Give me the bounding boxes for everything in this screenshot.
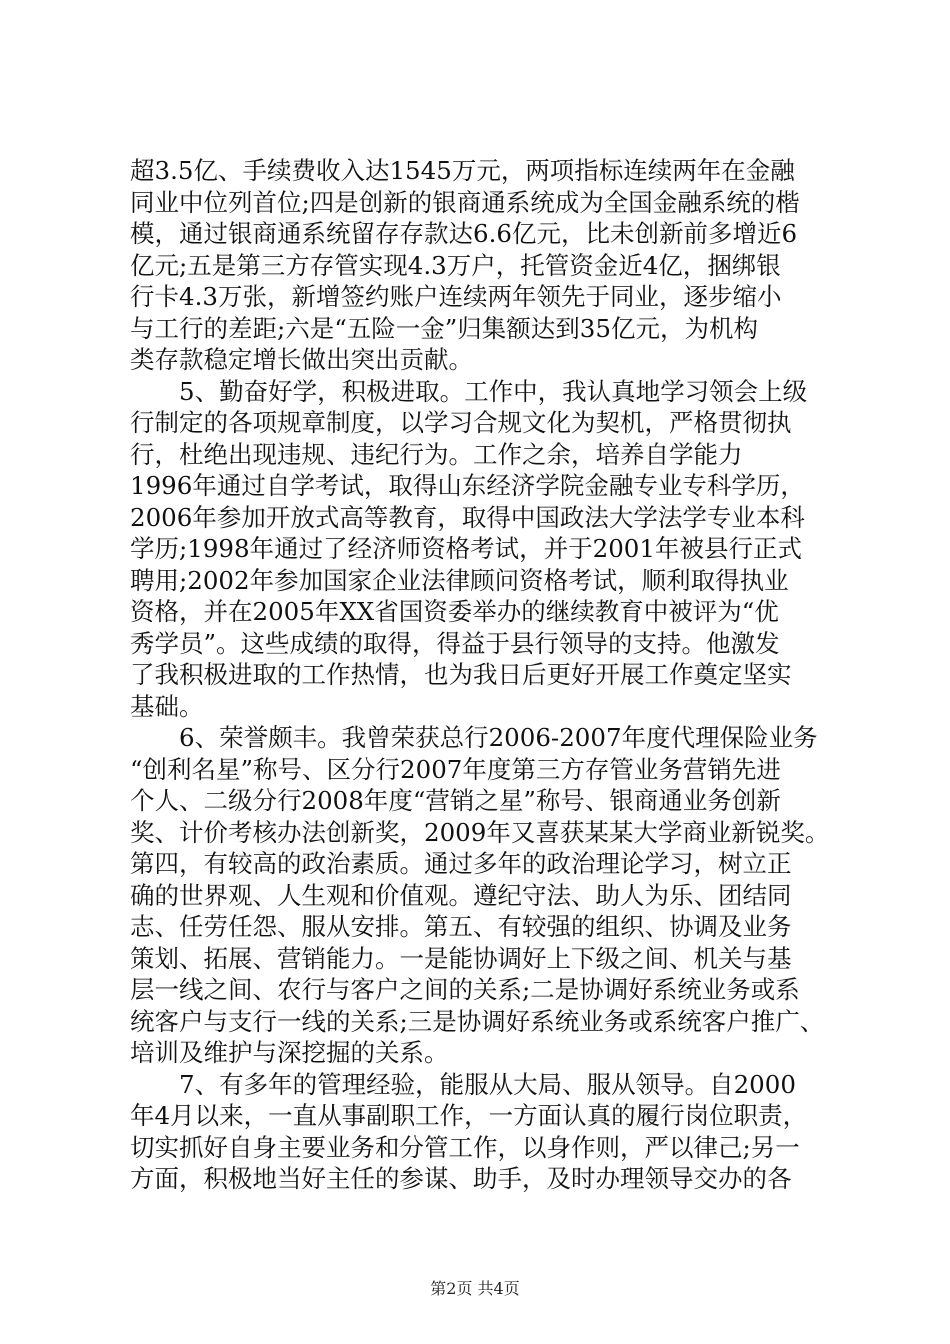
text-line: 年4月以来，一直从事副职工作，一方面认真的履行岗位职责， xyxy=(130,1101,808,1130)
text-line: 个人、二级分行2008年度“营销之星”称号、银商通业务创新 xyxy=(130,786,781,815)
text-line: 基础。 xyxy=(130,691,204,721)
text-line: 层一线之间、农行与客户之间的关系;二是协调好系统业务或系 xyxy=(130,975,800,1004)
page-number-footer: 第2页 共4页 xyxy=(430,1279,520,1298)
text-line: 亿元;五是第三方存管实现4.3万户，托管资金近4亿，捆绑银 xyxy=(130,250,781,280)
text-line: 学历;1998年通过了经济师资格考试，并于2001年被县行正式 xyxy=(130,534,802,563)
text-line: 行，杜绝出现违规、违纪行为。工作之余，培养自学能力 xyxy=(130,439,743,469)
text-line: 6、荣誉颇丰。我曾荣获总行2006-2007年度代理保险业务 xyxy=(130,723,818,752)
text-line: 7、有多年的管理经验，能服从大局、服从领导。自2000 xyxy=(130,1069,796,1099)
body-text xyxy=(130,155,830,1195)
text-line: 方面，积极地当好主任的参谋、助手，及时办理领导交办的各 xyxy=(130,1164,792,1193)
text-line: 5、勤奋好学，积极进取。工作中，我认真地学习领会上级 xyxy=(130,376,808,406)
text-line: 行卡4.3万张，新增签约账户连续两年领先于同业，逐步缩小 xyxy=(130,282,782,311)
text-line: 切实抓好自身主要业务和分管工作，以身作则，严以律己;另一 xyxy=(130,1132,800,1162)
text-line: 了我积极进取的工作热情，也为我日后更好开展工作奠定坚实 xyxy=(130,660,792,689)
text-line: 聘用;2002年参加国家企业法律顾问资格考试，顺利取得执业 xyxy=(130,565,789,595)
text-line: 奖、计价考核办法创新奖，2009年又喜获某某大学商业新锐奖。 xyxy=(130,817,830,847)
text-line: 类存款稳定增长做出突出贡献。 xyxy=(130,345,473,374)
text-line: “创利名星”称号、区分行2007年度第三方存管业务营销先进 xyxy=(130,754,781,784)
text-line: 秀学员”。这些成绩的取得，得益于县行领导的支持。他激发 xyxy=(130,628,780,658)
text-line: 统客户与支行一线的关系;三是协调好系统业务或系统客户推广、 xyxy=(130,1006,825,1036)
text-line: 第四，有较高的政治素质。通过多年的政治理论学习，树立正 xyxy=(130,849,792,878)
text-line: 与工行的差距;六是“五险一金”归集额达到35亿元，为机构 xyxy=(130,313,758,343)
text-line: 2006年参加开放式高等教育，取得中国政法大学法学专业本科 xyxy=(130,502,805,532)
text-line: 超3.5亿、手续费收入达1545万元，两项指标连续两年在金融 xyxy=(130,156,795,185)
text-line: 同业中位列首位;四是创新的银商通系统成为全国金融系统的楷 xyxy=(130,187,800,217)
text-line: 志、任劳任怨、服从安排。第五、有较强的组织、协调及业务 xyxy=(130,912,792,941)
text-line: 策划、拓展、营销能力。一是能协调好上下级之间、机关与基 xyxy=(130,943,792,973)
text-line: 培训及维护与深挖掘的关系。 xyxy=(130,1038,449,1067)
text-line: 行制定的各项规章制度，以学习合规文化为契机，严格贯彻执 xyxy=(130,408,792,437)
text-line: 资格，并在2005年XX省国资委举办的继续教育中被评为“优 xyxy=(130,597,779,626)
text-line: 1996年通过自学考试，取得山东经济学院金融专业专科学历， xyxy=(130,471,805,500)
text-line: 模，通过银商通系统留存存款达6.6亿元，比未创新前多增近6 xyxy=(130,219,798,248)
text-line: 确的世界观、人生观和价值观。遵纪守法、助人为乐、团结同 xyxy=(130,880,792,910)
